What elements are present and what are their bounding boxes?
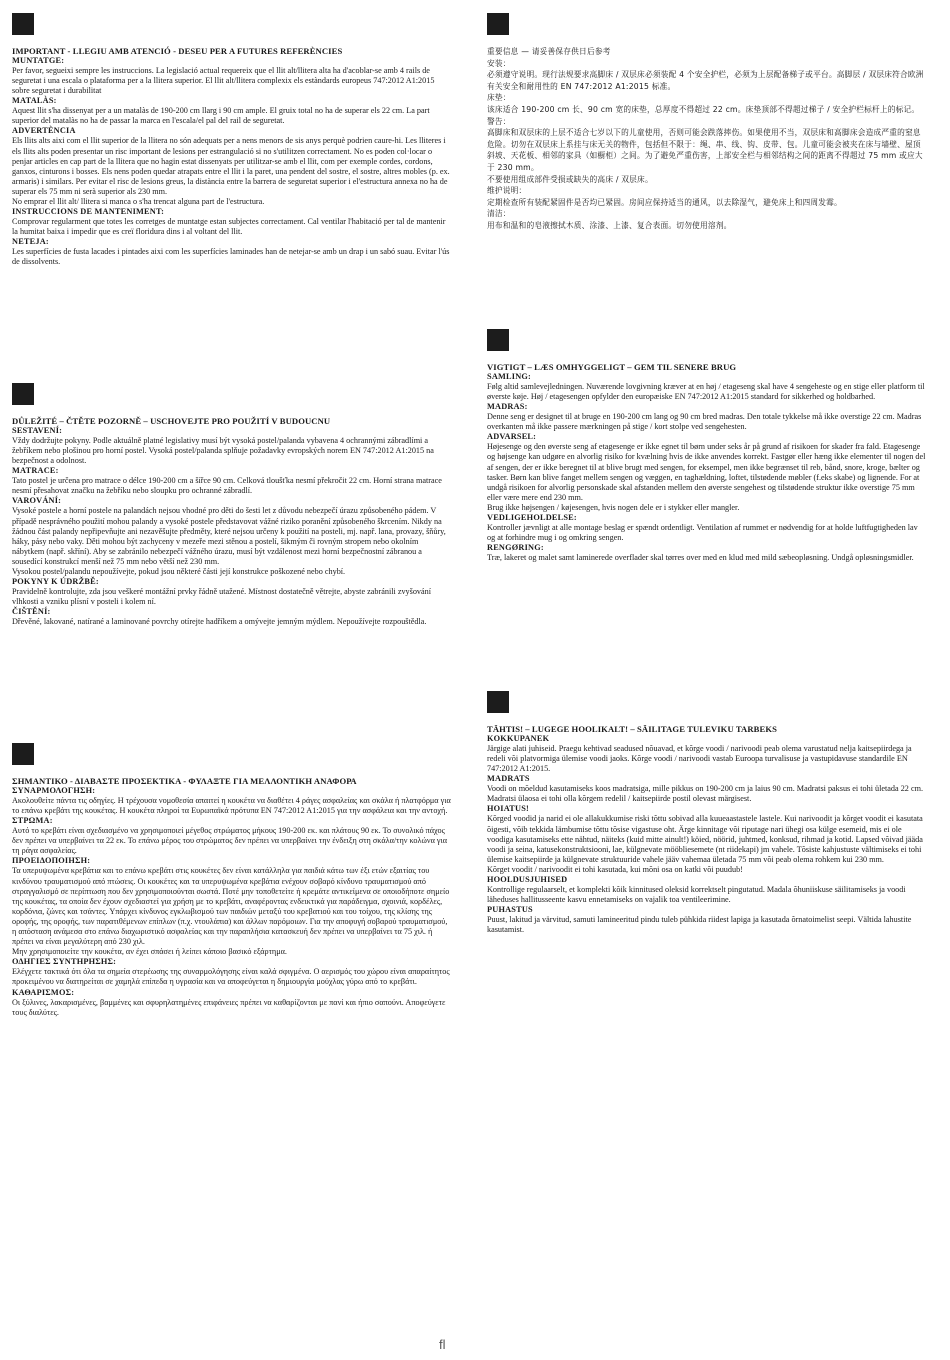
section-marker-square	[487, 13, 509, 35]
subheading: 床垫：	[487, 93, 511, 103]
paragraph: Αυτό το κρεβάτι είναι σχεδιασμένο να χρησιμοποιεί μέγεθος στρώματος μήκους 190-200 εκ. και πλάτους 90 εκ. Το συνολικό πάχος δεν πρέπει να υπερβαίνει τα 22 εκ. Το επάνω μέρος του στρώματος δεν πρέπει να υπερβαίνει την ένδειξη στη σκάλα/την κολώνα για τη ράγα ασφαλείας.	[12, 826, 448, 856]
subheading: VEDLIGEHOLDELSE:	[487, 513, 577, 523]
paragraph: Højesenge og den øverste seng af etagesenge er ikke egnet til børn under seks år på grund af risikoen for skader fra fald. Etagesenge og højsenge kan udgøre en alvorlig risiko for kvælning hvis de ikke anvendes korrekt. Fastgør eller hæng ikke elementer til nogen del af sengen, der er ikke beregnet til at blive brugt med sengen, for eksempel, men ikke begrænset til reb, bånd, snore, kroge, bælter og tasker. Børn kan blive fanget mellem sengen og væggen, en taghældning, loftet, tilstødende møbler (f.eks skabe) og lignende. For at undgå risikoen for alvorlig personskade skal afstanden mellem den øverste sengehest og tilstødende struktur ikke overstige 75 mm eller være mere end 230 mm.	[487, 442, 926, 502]
paragraph: Denne seng er designet til at bruge en 190-200 cm lang og 90 cm bred madras. Den totale tykkelse må ikke overstige 22 cm. Madras overkanten må ikke passere mærkningen på stige / kort stolpe ved sengehesten.	[487, 412, 922, 432]
paragraph: 定期检查所有装配紧固件是否均已紧固。房间应保持适当的通风，以去除湿气，避免床上和四周发霉。	[487, 197, 842, 207]
section-marker-square	[12, 383, 34, 405]
paragraph: Brug ikke højsengen / køjesengen, hvis nogen dele er i stykker eller mangler.	[487, 502, 740, 512]
section-estonian	[487, 691, 927, 935]
paragraph: Ελέγχετε τακτικά ότι όλα τα σημεία στερέωσης της συναρμολόγησης είναι καλά σφιγμένα. Ο αερισμός του χώρου είναι απαραίτητος προκειμένου να διατηρείται σε χαμηλά επίπεδα η υγρασία και να αποφεύγεται η δημιουργία μούχλας γύρω από το κρεβάτι.	[12, 967, 450, 987]
section-title: 重要信息 — 请妥善保存供日后参考	[487, 47, 611, 56]
subheading: 维护说明：	[487, 186, 527, 196]
paragraph: Comprovar regularment que totes les corretges de muntatge estan subjectes correctament. Cal ventilar l'habitació per tal de mantenir la humitat baixa i impedir que es creï floridura dins i al voltant del llit.	[12, 217, 446, 237]
subheading: 清洁：	[487, 209, 511, 219]
paragraph: Kontrollige regulaarselt, et komplekti kõik kinnitused oleksid korrektselt pingutatud. Madala õhuniiskuse säilitamiseks ja voodi läheduses hallitusseente kasvu ennetamiseks on vajalik toa ventileerimine.	[487, 885, 906, 905]
subheading: RENGØRING:	[487, 543, 544, 553]
paragraph: Kõrget voodit / narivoodit ei tohi kasutada, kui mõni osa on katki või puudub!	[487, 864, 743, 874]
subheading: ČIŠTĚNÍ:	[12, 607, 51, 617]
paragraph: Järgige alati juhiseid. Praegu kehtivad seadused nõuavad, et kõrge voodi / narivoodi peab olema varustatud nelja kaitsepiirdega ja redeli või platvormiga ülemise voodi jaoks. Kõrge voodi / narivoodi vastab Euroopa turvalisuse ja vastupidavuse standardile EN 747:2012 A1:2015.	[487, 744, 912, 774]
section-title: IMPORTANT - LLEGIU AMB ATENCIÓ - DESEU PER A FUTURES REFERÈNCIES	[12, 46, 343, 56]
paragraph: Puust, lakitud ja värvitud, samuti lamineeritud pindu tuleb pühkida riidest lapiga ja kasutada õrnatoimelist seepi. Vältida lahustite kasutamist.	[487, 915, 912, 935]
subheading: MADRAS:	[487, 402, 528, 412]
subheading: MADRATS	[487, 774, 530, 784]
subheading: MATRACE:	[12, 466, 59, 476]
paragraph: Dřevěné, lakované, natírané a laminované povrchy otírejte hadříkem a omývejte jemným mýdlem. Nepoužívejte rozpouštědla.	[12, 617, 427, 627]
paragraph: Τα υπερυψωμένα κρεβάτια και το επάνω κρεβάτι στις κουκέτες δεν είναι κατάλληλα για παιδιά κάτω των έξι ετών εξαιτίας του κινδύνου τραυματισμού από πτώσεις. Οι κουκέτες και τα υπερυψωμένα κρεβάτια ενέχουν σοβαρό κίνδυνο τραυματισμού από στραγγαλισμό σε περίπτωση που δεν χρησιμοποιούνται σωστά. Ποτέ μην τοποθετείτε ή κρεμάτε αντικείμενα σε οποιοδήποτε σημείο της κουκέτας, τα οποία δεν έχουν σχεδιαστεί για χρήση με το κρεβάτι, αναφέροντας ενδεικτικά για παράδειγμα, σχοινιά, κορδέλες, κορδόνια, ζώνες και τσάντες. Υπάρχει κίνδυνος εγκλωβισμού των παιδιών μεταξύ του κρεβατιού και του τοίχου, της κλίσης της οροφής, της οροφής, των παρατιθέμενων επίπλων (π.χ. ντουλάπια) και άλλων παρόμοιων. Για την αποφυγή σοβαρού τραυματισμού, η απόσταση ανάμεσα στο επάνω διαχωριστικό ασφαλείας και την παραπλήσια κατασκευή δεν πρέπει να υπερβαίνει τα 75 χιλ. ή πρέπει να είναι μεγαλύτερη από 230 χιλ.	[12, 866, 450, 947]
paragraph: Følg altid samlevejledningen. Nuværende lovgivning kræver at en høj / etageseng skal have 4 sengeheste og en stige eller platform til øverste køje. Høj / etagesengen opfylder den europæiske EN 747:2012 A1:2015 standard for sikkerhed og holdbarhed.	[487, 382, 925, 402]
paragraph: Voodi on mõeldud kasutamiseks koos madratsiga, mille pikkus on 190-200 cm ja laius 90 cm. Madratsi paksus ei tohi ületada 22 cm. Madratsi ülaosa ei tohi olla kõrgem redelil / kaitsepiirde postil olevast märgisest.	[487, 784, 923, 804]
paragraph: Vysokou postel/palandu nepoužívejte, pokud jsou některé části její konstrukce poškozené nebo chybí.	[12, 567, 346, 577]
section-catalan	[12, 13, 452, 268]
paragraph: 该床适合 190-200 cm 长、90 cm 宽的床垫，总厚度不得超过 22 cm。床垫顶部不得超过梯子 / 安全护栏标杆上的标记。	[487, 104, 920, 114]
section-marker-square	[487, 329, 509, 351]
subheading: ΣΥΝΑΡΜΟΛΟΓΗΣΗ:	[12, 786, 96, 795]
section-marker-square	[12, 743, 34, 765]
section-czech	[12, 383, 452, 627]
paragraph: Ακολουθείτε πάντα τις οδηγίες. Η τρέχουσα νομοθεσία απαιτεί η κουκέτα να διαθέτει 4 ράγες ασφαλείας και σκάλα ή πλατφόρμα για το επάνω κρεβάτι της κουκέτας. Η κουκέτα πληροί τα Ευρωπαϊκά πρότυπα EN 747:2012 A1:2015 για την ασφάλεια και την αντοχή.	[12, 796, 451, 816]
paragraph: 必须遵守说明。现行法规要求高脚床 / 双层床必须装配 4 个安全护栏，必须为上层配备梯子或平台。高脚层 / 双层床符合欧洲有关安全和耐用性的 EN 747:2012 A1:2015 标准。	[487, 70, 924, 91]
subheading: MATALÀS:	[12, 96, 57, 106]
section-title: VIGTIGT – LÆS OMHYGGELIGT – GEM TIL SENERE BRUG	[487, 362, 737, 372]
paragraph: Kontroller jævnligt at alle montage beslag er spændt ordentligt. Ventilation af rummet er nødvendig for at holde luftfugtigheden lav og at forhindre mug i og omkring sengen.	[487, 523, 918, 543]
subheading: SESTAVENÍ:	[12, 426, 63, 435]
subheading: ΣΤΡΩΜΑ:	[12, 816, 53, 826]
subheading: PUHASTUS	[487, 905, 533, 915]
paragraph: Els llits alts aixi com el llit superior de la llitera no són adequats per a nens menors de sis anys perquè podrien caure-hi. Les lliteres i els llits alts poden presentar un risc important de lesions per estrangulació si no s'utilitzen correctament. No es poden col·locar o penjar articles en cap part de la llitera que no hagin estat dissenyats per utilitzar-se amb el llit, com per exemple cordes, cordons, ganxos, cinturons i bosses. Els nens poden quedar atrapats entre el llit i la paret, una pendent del sostre, el sostre, altres mobles (p. ex. armaris) i similars. Per evitar el risc de lesions greus, la distància entre la barrera de seguretat superior i el'estructura annexa no ha de superar els 75 mm ni serà superior als 230 mm.	[12, 136, 450, 196]
paragraph: Οι ξύλινες, λακαρισμένες, βαμμένες και σφυρηλατημένες επιφάνειες πρέπει να καθαρίζονται με πανί και ήπιο σαπούνι. Αποφεύγετε τους διαλύτες.	[12, 997, 446, 1017]
section-greek	[12, 743, 452, 1018]
subheading: NETEJA:	[12, 237, 49, 247]
section-marker-square	[487, 691, 509, 713]
paragraph: Μην χρησιμοποιείτε την κουκέτα, αν έχει σπάσει ή λείπει κάποιο βασικό εξάρτημα.	[12, 947, 287, 957]
paragraph: No emprar el llit alt/ llitera si manca o s'ha trencat alguna part de l'estructura.	[12, 197, 265, 207]
section-marker-square	[12, 13, 34, 35]
subheading: ΟΔΗΓΙΕΣ ΣΥΝΤΗΡΗΣΗΣ:	[12, 957, 117, 967]
footer-mark: fl	[439, 1337, 446, 1352]
subheading: HOIATUS!	[487, 804, 530, 814]
paragraph: Pravidelně kontrolujte, zda jsou veškeré montážní prvky řádně utažené. Místnost dostatečně větrejte, abyste zabránili zvyšování vlhkosti a vzniku plísní v posteli i kolem ní.	[12, 587, 432, 607]
paragraph: Per favor, segueixi sempre les instruccions. La legislació actual requereix que el llit alt/llitera alta ha d'acoblar-se amb 4 rails de seguretat i una escala o plataforma per a la llitera superior. El llit alt/llitera complexix els estàndards europeus 747:2012 A1:2015 sobre seguretat i durabilitat	[12, 66, 435, 96]
subheading: INSTRUCCIONS DE MANTENIMENT:	[12, 207, 165, 217]
subheading: ΠΡΟΕΙΔΟΠΟΙΗΣΗ:	[12, 856, 91, 866]
subheading: VAROVÁNÍ:	[12, 496, 62, 506]
subheading: POKYNY K ÚDRŽBĚ:	[12, 577, 99, 587]
paragraph: 用布和温和的皂液擦拭木质、涂漆、上漆、复合表面。切勿使用溶剂。	[487, 220, 732, 230]
paragraph: Aquest llit s'ha dissenyat per a un matalàs de 190-200 cm llarg i 90 cm ample. El gruix total no ha de superar els 22 cm. La part superior del matalàs no ha de passar la marca en l'escala/el pal del rail de seguretat.	[12, 106, 430, 126]
subheading: 警告：	[487, 116, 511, 126]
section-title: ΣΗΜΑΝΤΙΚΟ - ΔΙΑΒΑΣΤΕ ΠΡΟΣΕΚΤΙΚΑ - ΦΥΛΑΞΤΕ ΓΙΑ ΜΕΛΛΟΝΤΙΚΗ ΑΝΑΦΟΡΑ	[12, 776, 357, 786]
paragraph: 高脚床和双层床的上层不适合七岁以下的儿童使用，否则可能会跌落摔伤。如果使用不当，双层床和高脚床会造成严重的窒息危险。切勿在双层床上系挂与床无关的物件，包括但不限于：绳、串、线、钩、皮带、包。儿童可能会被夹在床与墙壁、屋顶斜坡、天花板、相邻的家具（如橱柜）之间。为了避免严重伤害，上部安全栏与相邻结构之间的距离不得超过 75 mm 或应大于 230 mm。	[487, 128, 923, 172]
section-danish	[487, 329, 927, 563]
paragraph: Kõrged voodid ja narid ei ole allakukkumise riski tõttu sobivad alla kuueaastastele lastele. Kui narivoodit ja kõrget voodit ei kasutata õigesti, võib tekkida lämbumise tõttu tõsise vigastuse oht. Ärge kinnitage või riputage nari ühegi osa külge esemeid, mis ei ole voodiga kasutamiseks ette nähtud, näiteks (kuid mitte ainult!) köied, nöörid, juhtmed, konksud, rihmad ja kotid. Lapsed võivad jääda voodi ja seina, katusekonstruktsiooni, lae, külgnevate mööbliesemete (nt riidekapi) jm vahele. Tõsiste kahjustuste vältimiseks ei tohi ülemise kaitsepiirde ja külgnevate struktuuride vahele jääv vahemaa ületada 75 mm või peab olema rohkem kui 230 mm.	[487, 814, 923, 864]
subheading: 安装：	[487, 58, 511, 68]
subheading: ADVERTÈNCIA	[12, 126, 76, 136]
subheading: SAMLING:	[487, 372, 532, 381]
subheading: ADVARSEL:	[487, 432, 537, 442]
paragraph: Les superfícies de fusta lacades i pintades aixi com les superfícies laminades han de netejar-se amb un drap i un sabó suau. Evitar l'ús de dissolvents.	[12, 247, 450, 267]
paragraph: Vždy dodržujte pokyny. Podle aktuálně platné legislativy musí být vysoká postel/palanda vybavena 4 ochrannými zábradlími a žebříkem nebo plošinou pro horní postel. Vysoká postel/palanda splňuje požadavky evropských norem EN 747:2012 A1:2015 na bezpečnost a odolnost.	[12, 436, 434, 466]
paragraph: 不要使用组成部件受损或缺失的高床 / 双层床。	[487, 174, 653, 184]
subheading: KOKKUPANEK	[487, 734, 550, 743]
paragraph: Træ, lakeret og malet samt laminerede overflader skal tørres over med en klud med mild sæbeopløsning. Undgå opløsningsmidler.	[487, 553, 914, 563]
section-title: DŮLEŽITÉ – ČTĚTE POZORNĚ – USCHOVEJTE PRO POUŽITÍ V BUDOUCNU	[12, 416, 331, 426]
subheading: ΚΑΘΑΡΙΣΜΟΣ:	[12, 987, 75, 997]
subheading: HOOLDUSJUHISED	[487, 875, 568, 885]
paragraph: Vysoké postele a horní postele na palandách nejsou vhodné pro děti do šesti let z důvodu nebezpečí úrazu způsobeného pádem. V případě nesprávného použití mohou palandy a vysoké postele představovat vážné riziko poranění způsobeného škrcením. Nikdy na žádnou část palandy nepřipevňujte ani nezavěšujte předměty, které nejsou určeny k použití na posteli, mj. např. lana, provazy, šňůry, háky, pásy nebo vaky. Děti mohou být zachyceny v mezeře mezi stěnou a postelí, šikmým či rovným stropem nebo okolním nábytkem (např. skříní). Aby se zabránilo nebezpečí vážného úrazu, musí být vzdálenost mezi horní bezpečnostní zábranou a sousedící konstrukcí menší než 75 mm nebo větší než 230 mm.	[12, 506, 446, 566]
subheading: MUNTATGE:	[12, 56, 65, 65]
paragraph: Tato postel je určena pro matrace o délce 190-200 cm a šířce 90 cm. Celková tloušťka nesmí překročit 22 cm. Horní strana matrace nesmí přesahovat značku na žebříku nebo sloupku pro ochranné zábradlí.	[12, 476, 442, 496]
section-chinese	[487, 13, 927, 232]
section-title: TÄHTIS! – LUGEGE HOOLIKALT! – SÄILITAGE TULEVIKU TARBEKS	[487, 724, 777, 734]
